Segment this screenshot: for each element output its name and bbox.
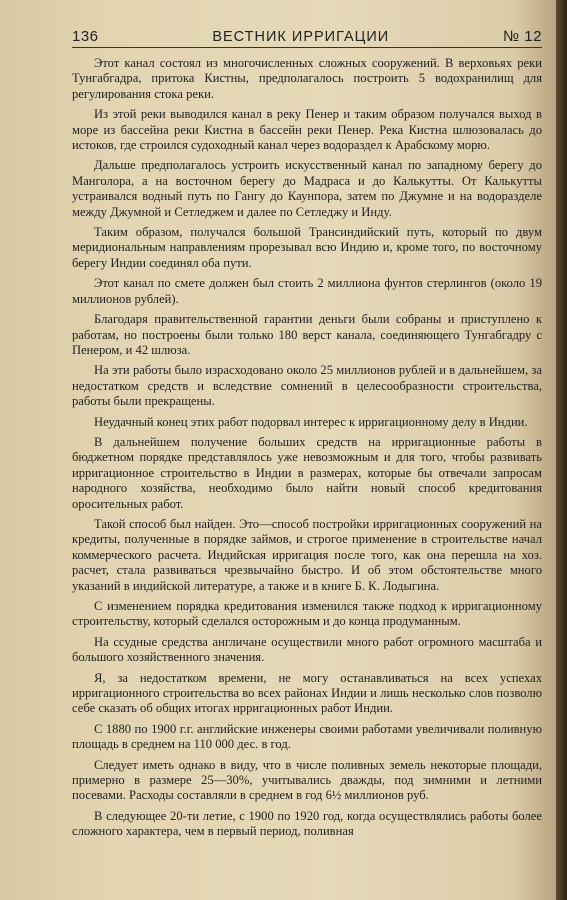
paragraph: На ссудные средства англичане осуществили много работ огромного масштаба и большого хозяйственного значения. (72, 634, 542, 665)
paragraph: Этот канал по смете должен был стоить 2 миллиона фунтов стерлингов (около 19 миллионов рублей). (72, 276, 542, 306)
paragraph: Такой способ был найден. Это—способ постройки ирригационных сооружений на кредиты, полученные в порядке займов, и строгое применение в строительстве начал коммерческого расчета. Индийская ирригация после того, как она перешла на хоз. расчет, стала развиваться чрезвычайно быстро. И об этом обстоятельстве много указаний в индийской литературе, а также и в книге Б. К. Лодыгина. (72, 516, 542, 593)
paragraph: Следует иметь однако в виду, что в числе поливных земель некоторые площади, примерно в размере 25—30%, учитывались дважды, под зимними и летними посевами. Расходы составляли в среднем в год 6½ миллионов руб. (72, 757, 542, 803)
issue-number: № 12 (503, 28, 542, 45)
paragraph: Я, за недостатком времени, не могу останавливаться на всех успехах ирригационного строительства во всех районах Индии и лишь несколько слов позволю себе сказать об общих итогах ирригационных работ Индии. (72, 670, 542, 716)
paragraph: Благодаря правительственной гарантии деньги были собраны и приступлено к работам, но построены были только 180 верст канала, соединяющего Тунгабгадру с Пенером, и 42 шлюза. (72, 312, 542, 357)
book-spine-edge (556, 0, 567, 900)
paragraph: В следующее 20-ти летие, с 1900 по 1920 год, когда осуществлялись работы более сложного характера, чем в первый период, поливная (72, 808, 542, 839)
paragraph: На эти работы было израсходовано около 25 миллионов рублей и в дальнейшем, за недостатком средств и вследствие сомнений в целесообразности строительства, работы были прекращены. (72, 363, 542, 409)
article-body (72, 56, 542, 840)
journal-title: ВЕСТНИК ИРРИГАЦИИ (212, 29, 390, 45)
paragraph: В дальнейшем получение больших средств на ирригационные работы в бюджетном порядке представлялось уже невозможным и для того, чтобы развивать ирригационное строительство в Индии в размерах, которые бы отвечали запросам народного хозяйства, необходимо было найти новый способ кредитования оросительных работ. (72, 434, 542, 511)
paragraph: Неудачный конец этих работ подорвал интерес к ирригационному делу в Индии. (94, 414, 528, 429)
paragraph: С изменением порядка кредитования изменился также подход к ирригационному строительству, который сделался осторожным и до конца продуманным. (72, 599, 542, 629)
paragraph: С 1880 по 1900 г.г. английские инженеры своими работами увеличивали поливную площадь в среднем на 110 000 дес. в год. (72, 721, 542, 752)
page-header (72, 28, 542, 48)
paragraph: Этот канал состоял из многочисленных сложных сооружений. В верховьях реки Тунгабгадра, притока Кистны, предполагалось построить 5 водохранилищ для регулирования стока реки. (72, 56, 542, 101)
paragraph: Таким образом, получался большой Трансиндийский путь, который по двум меридиональным направлениям прорезывал всю Индию и, кроме того, по восточному берегу Индии соединял оба пути. (72, 225, 542, 270)
paragraph: Дальше предполагалось устроить искусственный канал по западному берегу до Манголора, а на восточном берегу до Мадраса и до Калькутты. От Калькутты устраивался водный путь по Гангу до Каунпора, затем по Джумне и на водоразделе между Джумной и Сетледжем и далее по Сетледжу и Инду. (72, 158, 542, 219)
page-number: 136 (72, 28, 99, 45)
paragraph: Из этой реки выводился канал в реку Пенер и таким образом получался выход в море из бассейна реки Кистна в бассейн реки Пенер. Река Кистна шлюзовалась до истоков, где строился судоходный канал через водораздел к Арабскому морю. (72, 107, 542, 153)
